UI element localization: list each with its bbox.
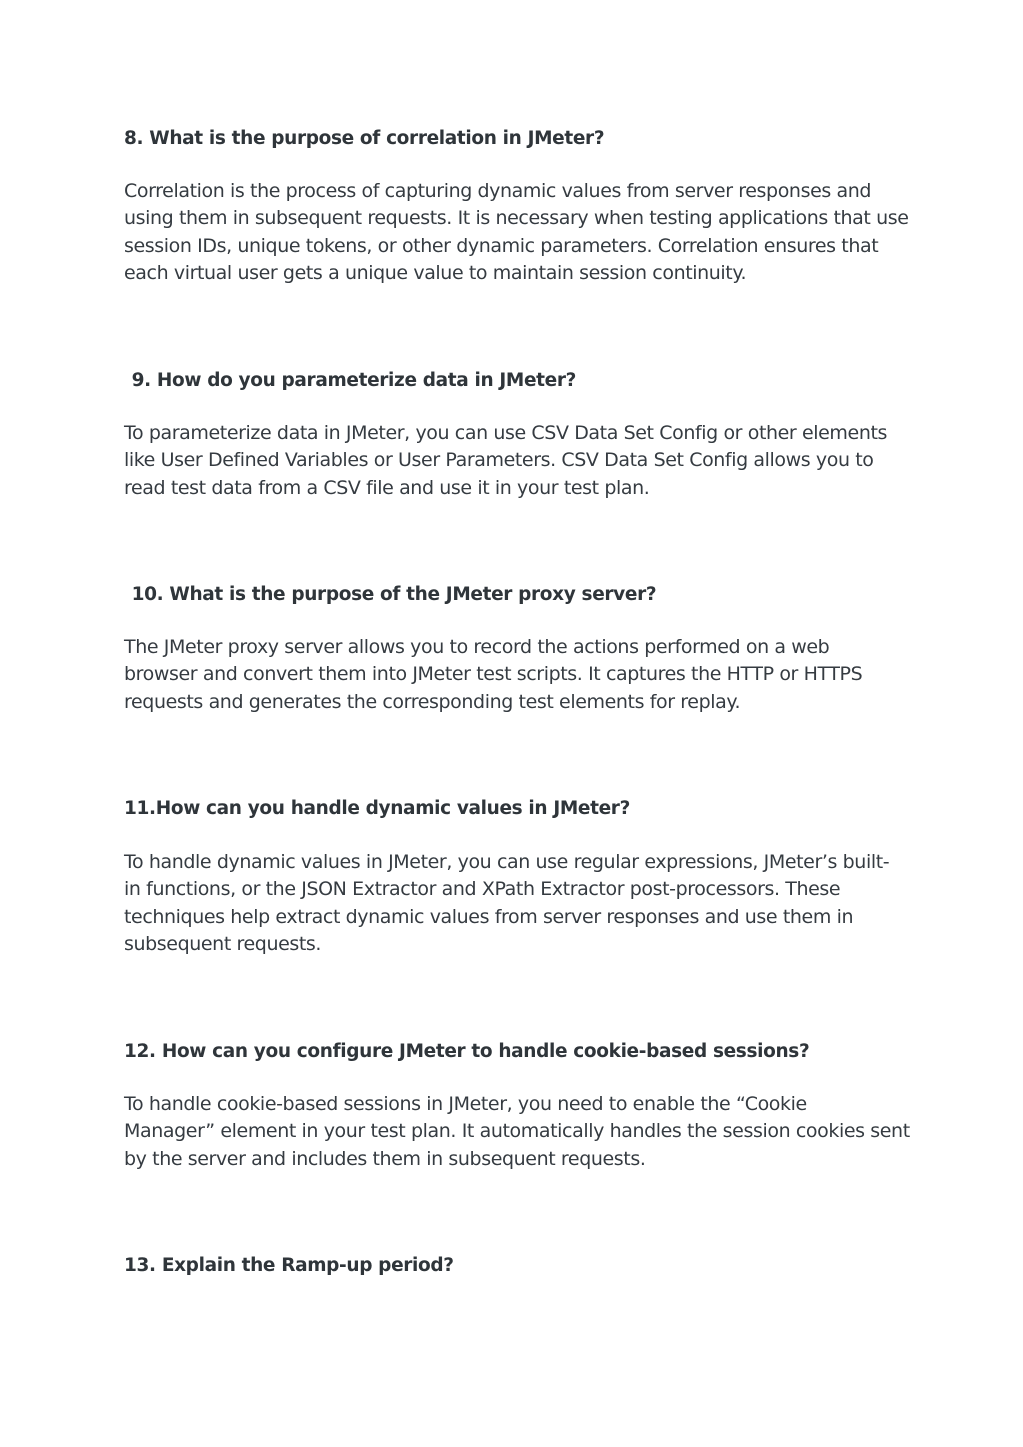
answer-line: The JMeter proxy server allows you to record the actions performed on a web xyxy=(124,636,830,658)
answer-line: To handle cookie-based sessions in JMeter, you need to enable the “Cookie xyxy=(124,1093,807,1115)
question-8-heading: 8. What is the purpose of correlation in JMeter? xyxy=(124,128,605,149)
answer-line: techniques help extract dynamic values from server responses and use them in xyxy=(124,905,854,928)
question-text: 10. What is the purpose of the JMeter proxy server? xyxy=(125,584,657,605)
answer-11-paragraph xyxy=(124,849,914,958)
question-11-heading: 11.How can you handle dynamic values in JMeter? xyxy=(124,798,630,819)
answer-8-paragraph xyxy=(124,178,914,287)
answer-line: by the server and includes them in subsequent requests. xyxy=(124,1147,646,1170)
answer-line: To handle dynamic values in JMeter, you can use regular expressions, JMeter’s built- xyxy=(124,851,890,873)
answer-line: session IDs, unique tokens, or other dynamic parameters. Correlation ensures that xyxy=(124,234,879,257)
answer-line: in functions, or the JSON Extractor and XPath Extractor post-processors. These xyxy=(124,878,841,901)
question-9-heading xyxy=(124,369,914,393)
answer-9-paragraph xyxy=(124,420,914,502)
answer-line: read test data from a CSV file and use it in your test plan. xyxy=(124,476,650,499)
question-13-heading: 13. Explain the Ramp-up period? xyxy=(124,1255,454,1276)
question-12-heading: 12. How can you configure JMeter to handle cookie-based sessions? xyxy=(124,1041,810,1062)
answer-line: browser and convert them into JMeter test scripts. It captures the HTTP or HTTPS xyxy=(124,663,863,686)
question-text: 9. How do you parameterize data in JMeter? xyxy=(125,370,577,391)
answer-line: subsequent requests. xyxy=(124,932,322,955)
answer-12-paragraph xyxy=(124,1091,914,1173)
answer-line: like User Defined Variables or User Parameters. CSV Data Set Config allows you to xyxy=(124,449,874,472)
answer-line: Correlation is the process of capturing dynamic values from server responses and xyxy=(124,180,872,202)
answer-10-paragraph xyxy=(124,634,914,716)
question-10-heading xyxy=(124,583,914,607)
answer-line: To parameterize data in JMeter, you can use CSV Data Set Config or other elements xyxy=(124,422,888,444)
answer-line: requests and generates the corresponding test elements for replay. xyxy=(124,690,741,713)
answer-line: Manager” element in your test plan. It automatically handles the session cookies sent xyxy=(124,1120,910,1143)
answer-line: using them in subsequent requests. It is necessary when testing applications that use xyxy=(124,207,909,230)
answer-line: each virtual user gets a unique value to maintain session continuity. xyxy=(124,261,747,284)
